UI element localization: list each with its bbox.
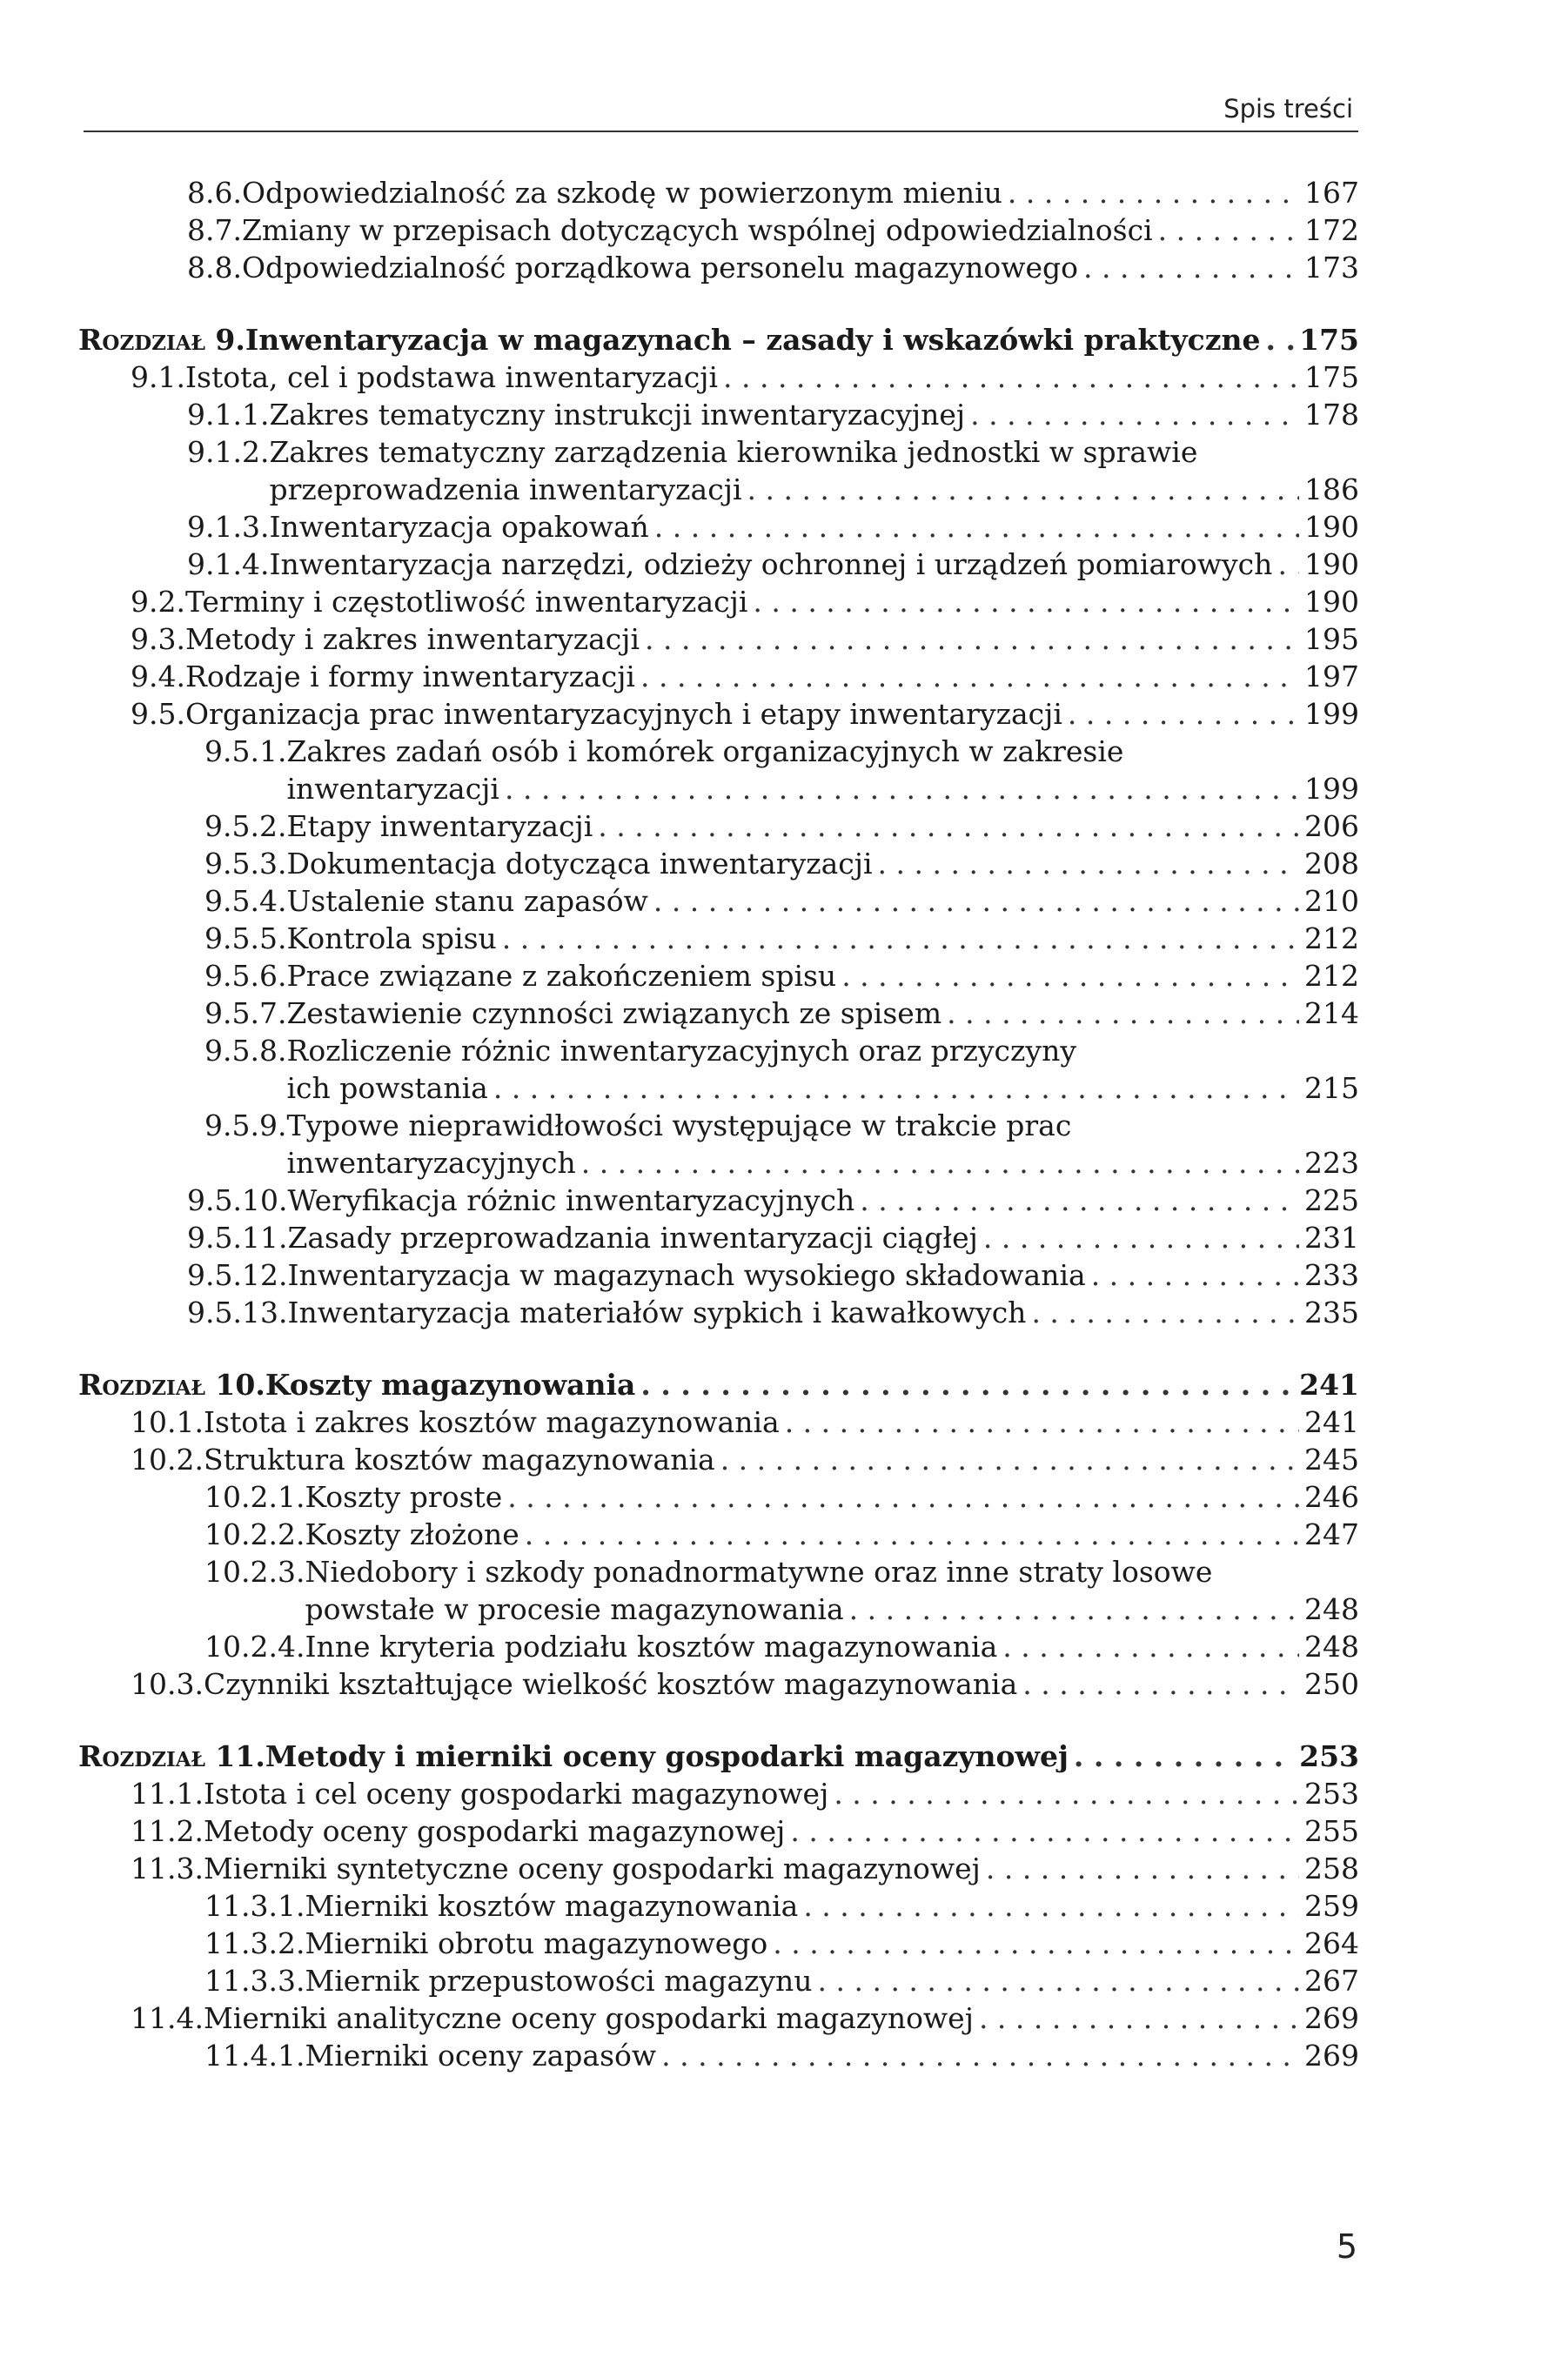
toc-entry-title: Czynniki kształtujące wielkość kosztów magazynowania [203, 1667, 1018, 1701]
dot-leader [1008, 174, 1299, 211]
dot-leader [1074, 1738, 1294, 1775]
running-head: Spis treści [1223, 94, 1353, 124]
toc-entry-title: Inwentaryzacja w magazynach – zasady i wskazówki praktyczne [245, 323, 1261, 357]
toc-entry-number: 9.5.3. [204, 847, 287, 881]
toc-entry-page: 208 [1304, 847, 1359, 881]
dot-leader [1091, 1256, 1299, 1294]
toc-entry-page: 197 [1304, 660, 1359, 693]
dot-leader [661, 2037, 1299, 2074]
dot-leader [581, 1144, 1299, 1182]
toc-entry-page: 173 [1304, 251, 1359, 285]
toc-entry-title: Zestawienie czynności związanych ze spisem [286, 996, 942, 1030]
toc-entry-title: Istota i zakres kosztów magazynowania [203, 1405, 780, 1439]
toc-entry-page: 269 [1304, 2039, 1359, 2073]
toc-entry [0, 1999, 1359, 2037]
toc-entry [0, 1441, 1359, 1478]
page-number: 5 [1336, 2227, 1357, 2266]
toc-entry [0, 1516, 1359, 1553]
toc-entry-page: 212 [1304, 959, 1359, 993]
toc-entry [0, 1553, 1359, 1628]
toc-entry [0, 1294, 1359, 1331]
toc-entry-number: 11.3.1. [204, 1889, 305, 1923]
toc-entry [0, 695, 1359, 733]
toc-entry-title: Mierniki syntetyczne oceny gospodarki magazynowej [203, 1852, 981, 1885]
toc-entry-number: 8.8. [187, 251, 242, 285]
toc-entry-number: 9.5.1. [204, 734, 287, 768]
toc-entry-title: Zasady przeprowadzania inwentaryzacji ciągłej [287, 1221, 978, 1255]
toc-entry-number: 9.5.2. [204, 809, 287, 843]
toc-entry [0, 358, 1359, 396]
toc-entry-number: 10.2.4. [204, 1630, 305, 1664]
toc-entry-title: Prace związane z zakończeniem spisu [286, 959, 837, 993]
dot-leader [653, 882, 1299, 920]
toc-entry-page: 241 [1299, 1368, 1359, 1402]
toc-entry-title: Mierniki kosztów magazynowania [305, 1889, 799, 1923]
toc-entry-title: Zakres tematyczny zarządzenia kierownika jednostki w sprawie [269, 435, 1198, 469]
toc-entry [0, 920, 1359, 957]
toc-entry-page: 178 [1304, 398, 1359, 432]
toc-entry [0, 174, 1359, 211]
toc-entry-title-continuation: przeprowadzenia inwentaryzacji [269, 472, 742, 506]
toc-entry [0, 733, 1359, 807]
toc-entry-title-continuation: powstałe w procesie magazynowania [305, 1592, 844, 1626]
toc-entry [0, 1775, 1359, 1812]
toc-entry-page: 231 [1304, 1221, 1359, 1255]
toc-entry-page: 195 [1304, 622, 1359, 656]
toc-entry-number: 9.1.2. [187, 435, 270, 469]
dot-leader [753, 583, 1299, 620]
dot-leader [803, 1887, 1299, 1925]
toc-entry-number: 9.5.10. [187, 1183, 288, 1217]
toc-entry-number: 9.5.5. [204, 921, 287, 955]
toc-entry-number: 10.1. [131, 1405, 204, 1439]
toc-entry-title: Kontrola spisu [286, 921, 497, 955]
dot-leader [979, 1999, 1299, 2037]
toc-entry [0, 620, 1359, 658]
dot-leader [790, 1812, 1299, 1850]
toc-entry-page: 225 [1304, 1183, 1359, 1217]
toc-entry-title-continuation: inwentaryzacyjnych [286, 1146, 576, 1180]
dot-leader [1158, 211, 1299, 249]
dot-leader [502, 920, 1299, 957]
toc-entry-title: Inwentaryzacja narzędzi, odzieży ochronnej i urządzeń pomiarowych [269, 547, 1273, 581]
toc-entry-number: 11.4. [131, 2001, 204, 2035]
toc-entry-page: 255 [1304, 1814, 1359, 1848]
toc-chapter [0, 1738, 1359, 1775]
toc-entry [0, 2037, 1359, 2074]
toc-entry-title: Zmiany w przepisach dotyczących wspólnej odpowiedzialności [241, 213, 1153, 247]
toc-entry-page: 248 [1304, 1630, 1359, 1664]
toc-entry-page: 245 [1304, 1443, 1359, 1477]
toc-entry-title: Ustalenie stanu zapasów [286, 884, 648, 918]
toc-entry-title: Mierniki oceny zapasów [305, 2039, 657, 2073]
toc-entry-title-continuation: ich powstania [286, 1071, 488, 1105]
toc-entry-page: 190 [1304, 510, 1359, 544]
dot-leader [986, 1850, 1299, 1887]
toc-entry [0, 583, 1359, 620]
dot-leader [645, 620, 1299, 658]
toc-entry-title: Zakres zadań osób i komórek organizacyjnych w zakresie [286, 734, 1124, 768]
toc-entry-number: Rozdział 11. [78, 1739, 265, 1773]
toc-entry [0, 1887, 1359, 1925]
toc-entry-title: Metody oceny gospodarki magazynowej [203, 1814, 786, 1848]
toc-entry-title: Typowe nieprawidłowości występujące w trakcie prac [286, 1108, 1072, 1142]
toc-entry-page: 253 [1304, 1777, 1359, 1811]
toc-entry [0, 1403, 1359, 1441]
toc-entry-page: 269 [1304, 2001, 1359, 2035]
dot-leader [860, 1182, 1299, 1219]
dot-leader [1083, 249, 1299, 286]
toc-entry [0, 396, 1359, 433]
dot-leader [849, 1591, 1299, 1628]
toc-entry [0, 546, 1359, 583]
toc-entry-number: 8.6. [187, 176, 242, 210]
toc-entry-title: Terminy i częstotliwość inwentaryzacji [184, 585, 748, 619]
toc-entry-number: 11.3.3. [204, 1964, 305, 1998]
header-rule [84, 131, 1358, 132]
toc-entry-number: 9.5.11. [187, 1221, 288, 1255]
toc-entry-number: 10.2.3. [204, 1555, 305, 1589]
toc-entry-number: Rozdział 9. [78, 323, 245, 357]
toc-entry-page: 246 [1304, 1480, 1359, 1514]
toc-entry-page: 206 [1304, 809, 1359, 843]
toc-entry [0, 957, 1359, 994]
toc-entry-title: Inwentaryzacja materiałów sypkich i kawałkowych [287, 1296, 1027, 1329]
toc-entry-page: 215 [1304, 1071, 1359, 1105]
toc-entry-title: Rodzaje i formy inwentaryzacji [184, 660, 635, 693]
toc-entry [0, 1962, 1359, 1999]
toc-entry-page: 258 [1304, 1852, 1359, 1885]
toc-entry-page: 212 [1304, 921, 1359, 955]
toc-entry [0, 1256, 1359, 1294]
toc-entry-page: 210 [1304, 884, 1359, 918]
dot-leader [598, 807, 1299, 845]
dot-leader [878, 845, 1299, 882]
toc-entry [0, 1219, 1359, 1256]
toc-entry-page: 259 [1304, 1889, 1359, 1923]
toc-entry-number: 9.1.1. [187, 398, 270, 432]
toc-entry [0, 1182, 1359, 1219]
toc-entry-number: 11.2. [131, 1814, 204, 1848]
toc-entry-page: 190 [1304, 547, 1359, 581]
toc-entry-title: Koszty magazynowania [265, 1368, 636, 1402]
toc-entry-number: 10.3. [131, 1667, 204, 1701]
toc-entry-number: 11.3. [131, 1852, 204, 1885]
dot-leader [505, 770, 1299, 807]
toc-entry [0, 249, 1359, 286]
toc-entry-title: Metody i mierniki oceny gospodarki magazynowej [265, 1739, 1069, 1773]
toc-entry-title: Zakres tematyczny instrukcji inwentaryzacyjnej [269, 398, 966, 432]
toc-chapter [0, 321, 1359, 358]
toc-entry-page: 250 [1304, 1667, 1359, 1701]
dot-leader [525, 1516, 1299, 1553]
toc-entry-title: Koszty złożone [305, 1517, 519, 1551]
toc-entry-title: Rozliczenie różnic inwentaryzacyjnych oraz przyczyny [286, 1034, 1076, 1068]
toc-entry-title: Inwentaryzacja w magazynach wysokiego składowania [287, 1258, 1086, 1292]
dot-leader [818, 1962, 1299, 1999]
toc-entry [0, 1478, 1359, 1516]
toc-entry-title: Organizacja prac inwentaryzacyjnych i etapy inwentaryzacji [184, 697, 1062, 731]
toc-entry-page: 167 [1304, 176, 1359, 210]
toc-entry-title: Niedobory i szkody ponadnormatywne oraz inne straty losowe [305, 1555, 1213, 1589]
toc-entry [0, 508, 1359, 546]
toc-entry-page: 241 [1304, 1405, 1359, 1439]
toc-entry-page: 190 [1304, 585, 1359, 619]
dot-leader [747, 471, 1299, 508]
toc-entry-number: 11.3.2. [204, 1926, 305, 1960]
dot-leader [1022, 1665, 1299, 1703]
toc-entry-number: 10.2.1. [204, 1480, 305, 1514]
toc-entry-number: 9.5.8. [204, 1034, 287, 1068]
toc-entry-number: 8.7. [187, 213, 242, 247]
dot-leader [507, 1478, 1299, 1516]
toc-entry-number: 10.2. [131, 1443, 204, 1477]
toc-entry-number: 9.2. [131, 585, 185, 619]
toc-entry [0, 1925, 1359, 1962]
toc-entry [0, 1628, 1359, 1665]
toc-entry-page: 199 [1304, 697, 1359, 731]
toc-entry-number: 9.5.6. [204, 959, 287, 993]
toc-entry-title: Struktura kosztów magazynowania [203, 1443, 715, 1477]
toc-entry-title: Inne kryteria podziału kosztów magazynowania [305, 1630, 998, 1664]
toc-entry-number: 11.4.1. [204, 2039, 305, 2073]
toc-entry-title: Mierniki obrotu magazynowego [305, 1926, 768, 1960]
dot-leader [970, 396, 1299, 433]
toc-entry-number: 9.5.7. [204, 996, 287, 1030]
toc-entry-title: Mierniki analityczne oceny gospodarki magazynowej [203, 2001, 974, 2035]
toc-entry-page: 267 [1304, 1964, 1359, 1998]
toc-entry-number: 9.5.12. [187, 1258, 288, 1292]
dot-leader [1031, 1294, 1299, 1331]
dot-leader [1265, 321, 1294, 358]
toc-entry-page: 175 [1304, 360, 1359, 394]
dot-leader [773, 1925, 1299, 1962]
toc-entry [0, 1107, 1359, 1182]
toc-entry-title: Odpowiedzialność porządkowa personelu magazynowego [241, 251, 1079, 285]
toc-entry-number: 9.4. [131, 660, 185, 693]
toc-entry-page: 253 [1299, 1739, 1359, 1773]
toc-entry-title: Etapy inwentaryzacji [286, 809, 593, 843]
toc-entry [0, 807, 1359, 845]
toc-entry-number: 9.5.13. [187, 1296, 288, 1329]
toc-entry-title: Miernik przepustowości magazynu [305, 1964, 813, 1998]
dot-leader [1002, 1628, 1299, 1665]
toc-entry-page: 223 [1304, 1146, 1359, 1180]
toc-entry [0, 1850, 1359, 1887]
toc-entry [0, 433, 1359, 508]
toc-entry-title: Metody i zakres inwentaryzacji [184, 622, 640, 656]
dot-leader [723, 358, 1299, 396]
dot-leader [654, 508, 1299, 546]
table-of-contents [0, 174, 1568, 2074]
toc-chapter [0, 1366, 1359, 1403]
toc-entry-title: Odpowiedzialność za szkodę w powierzonym mieniu [241, 176, 1002, 210]
toc-entry-page: 248 [1304, 1592, 1359, 1626]
dot-leader [1068, 695, 1299, 733]
toc-entry-title: Istota, cel i podstawa inwentaryzacji [184, 360, 719, 394]
toc-entry [0, 1032, 1359, 1107]
toc-entry-title: Inwentaryzacja opakowań [269, 510, 649, 544]
toc-entry-number: 9.5. [131, 697, 185, 731]
toc-entry-page: 264 [1304, 1926, 1359, 1960]
dot-leader [1277, 546, 1299, 583]
toc-entry-page: 247 [1304, 1517, 1359, 1551]
toc-entry-number: 9.3. [131, 622, 185, 656]
toc-entry-title-continuation: inwentaryzacji [286, 772, 499, 806]
toc-entry-number: 9.1.3. [187, 510, 270, 544]
toc-entry [0, 1665, 1359, 1703]
toc-entry-page: 172 [1304, 213, 1359, 247]
toc-entry-title: Koszty proste [305, 1480, 503, 1514]
toc-entry-page: 175 [1299, 323, 1359, 357]
dot-leader [983, 1219, 1299, 1256]
toc-entry-title: Dokumentacja dotycząca inwentaryzacji [286, 847, 873, 881]
toc-entry-number: Rozdział 10. [78, 1368, 265, 1402]
toc-entry-number: 9.1.4. [187, 547, 270, 581]
toc-entry-number: 9.5.4. [204, 884, 287, 918]
toc-entry [0, 658, 1359, 695]
toc-entry-title: Weryfikacja różnic inwentaryzacyjnych [287, 1183, 855, 1217]
dot-leader [493, 1069, 1299, 1107]
dot-leader [720, 1441, 1299, 1478]
toc-entry-page: 186 [1304, 472, 1359, 506]
dot-leader [640, 658, 1299, 695]
toc-entry-page: 199 [1304, 772, 1359, 806]
toc-entry-page: 233 [1304, 1258, 1359, 1292]
toc-entry [0, 882, 1359, 920]
dot-leader [841, 957, 1299, 994]
dot-leader [640, 1366, 1294, 1403]
toc-entry [0, 845, 1359, 882]
toc-entry-number: 11.1. [131, 1777, 204, 1811]
toc-entry [0, 994, 1359, 1032]
toc-entry [0, 211, 1359, 249]
toc-entry [0, 1812, 1359, 1850]
toc-entry-number: 10.2.2. [204, 1517, 305, 1551]
toc-entry-page: 235 [1304, 1296, 1359, 1329]
dot-leader [834, 1775, 1299, 1812]
toc-entry-number: 9.5.9. [204, 1108, 287, 1142]
toc-entry-number: 9.1. [131, 360, 185, 394]
toc-entry-title: Istota i cel oceny gospodarki magazynowej [203, 1777, 829, 1811]
dot-leader [785, 1403, 1299, 1441]
toc-entry-page: 214 [1304, 996, 1359, 1030]
dot-leader [947, 994, 1299, 1032]
